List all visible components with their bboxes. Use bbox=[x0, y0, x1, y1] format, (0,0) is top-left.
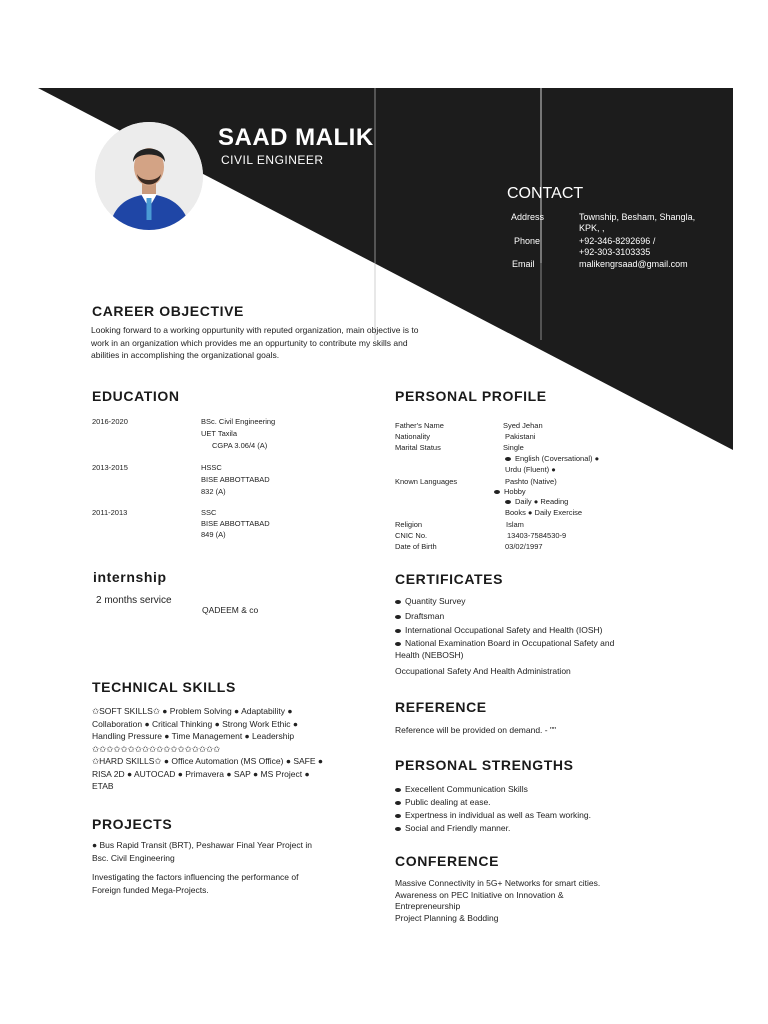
address-line-2: KPK, , bbox=[579, 223, 605, 233]
certificate-text: Quantity Survey bbox=[405, 596, 466, 606]
education-years: 2011-2013 bbox=[92, 508, 128, 517]
profile-photo bbox=[95, 122, 203, 230]
language-item bbox=[505, 453, 599, 464]
certificate-text: Draftsman bbox=[405, 611, 445, 621]
internship-heading: internship bbox=[93, 569, 167, 585]
skills-line: ETAB bbox=[92, 781, 114, 791]
hobby-title-text: Hobby bbox=[504, 487, 526, 496]
nationality-value: Pakistani bbox=[505, 432, 536, 441]
career-line: abilities in accomplishing the organizational goals. bbox=[91, 350, 280, 360]
conference-item: Entrepreneurship bbox=[395, 901, 461, 911]
language-text: English (Coversational) ● bbox=[515, 454, 600, 463]
address-label: Address bbox=[511, 212, 545, 222]
skills-line: ✩HARD SKILLS✩ ● Office Automation (MS Office) ● SAFE ● bbox=[92, 756, 324, 766]
strength-item bbox=[395, 809, 591, 822]
skills-line: Collaboration ● Critical Thinking ● Strong Work Ethic ● bbox=[92, 718, 298, 729]
language-item: Pashto (Native) bbox=[505, 477, 557, 486]
certificate-item bbox=[395, 609, 444, 623]
skills-line: RISA 2D ● AUTOCAD ● Primavera ● SAP ● MS Project ● bbox=[92, 768, 310, 779]
personal-strengths-heading: PERSONAL STRENGTHS bbox=[395, 757, 574, 773]
phone-label: Phone bbox=[514, 236, 541, 246]
hobby-text: Daily ● Reading bbox=[515, 497, 569, 506]
candidate-name: SAAD MALIK bbox=[218, 124, 374, 151]
education-institute: BISE ABBOTTABAD bbox=[201, 475, 270, 484]
nationality-label: Nationality bbox=[395, 432, 431, 441]
projects-heading: PROJECTS bbox=[92, 816, 173, 832]
candidate-title: CIVIL ENGINEER bbox=[221, 153, 324, 167]
cnic-label: CNIC No. bbox=[395, 531, 428, 540]
hobby-item: Books ● Daily Exercise bbox=[505, 508, 583, 517]
conference-item: Massive Connectivity in 5G+ Networks for smart cities. bbox=[395, 878, 601, 888]
phone-line-1: +92-346-8292696 / bbox=[579, 236, 656, 246]
strength-text: Public dealing at ease. bbox=[405, 797, 491, 807]
project-1 bbox=[92, 839, 367, 864]
skills-line: Handling Pressure ● Time Management ● Leadership bbox=[92, 731, 295, 741]
strength-text: Execellent Communication Skills bbox=[405, 784, 528, 794]
certificate-item bbox=[395, 623, 603, 637]
language-item: Urdu (Fluent) ● bbox=[505, 465, 556, 474]
project-line: Bsc. Civil Engineering bbox=[92, 852, 175, 863]
education-degree: BSc. Civil Engineering bbox=[201, 417, 276, 426]
strength-item bbox=[395, 822, 591, 835]
strength-text: Social and Friendly manner. bbox=[405, 823, 511, 833]
career-line: Looking forward to a working oppurtunity with reputed organization, main objective is to bbox=[91, 325, 419, 335]
conference-list bbox=[395, 878, 655, 924]
certificate-item bbox=[395, 637, 655, 661]
certificate-text: Health (NEBOSH) bbox=[395, 650, 464, 660]
certificates-heading: CERTIFICATES bbox=[395, 571, 504, 587]
dob-value: 03/02/1997 bbox=[505, 542, 543, 551]
cnic-value: 13403-7584530-9 bbox=[507, 531, 567, 540]
certificate-text: International Occupational Safety and Health (IOSH) bbox=[405, 625, 603, 635]
father-name-label: Father's Name bbox=[395, 421, 444, 430]
project-line: Investigating the factors influencing the performance of bbox=[92, 872, 299, 882]
email-value: malikengrsaad@gmail.com bbox=[579, 259, 688, 269]
education-grade: 832 (A) bbox=[201, 487, 226, 496]
project-2 bbox=[92, 871, 367, 896]
internship-duration: 2 months service bbox=[96, 595, 172, 606]
religion-label: Religion bbox=[395, 520, 423, 529]
technical-skills-heading: TECHNICAL SKILLS bbox=[92, 679, 236, 695]
career-objective-text bbox=[91, 324, 471, 362]
religion-value: Islam bbox=[506, 520, 524, 529]
address-line-1: Township, Besham, Shangla, bbox=[579, 212, 696, 222]
education-grade: CGPA 3.06/4 (A) bbox=[212, 441, 268, 450]
education-institute: BISE ABBOTTABAD bbox=[201, 519, 270, 528]
phone-line-2: +92-303-3103335 bbox=[579, 247, 651, 257]
project-line: Foreign funded Mega-Projects. bbox=[92, 884, 209, 895]
reference-heading: REFERENCE bbox=[395, 699, 487, 715]
certificate-text: National Examination Board in Occupational Safety and bbox=[405, 638, 615, 648]
dob-label: Date of Birth bbox=[395, 542, 437, 551]
known-languages-label: Known Languages bbox=[395, 477, 458, 486]
reference-text: Reference will be provided on demand. - "" bbox=[395, 725, 557, 735]
education-grade: 849 (A) bbox=[201, 530, 226, 539]
internship-company: QADEEM & co bbox=[202, 605, 259, 615]
conference-item: Project Planning & Bodding bbox=[395, 912, 499, 923]
email-label: Email bbox=[512, 259, 535, 269]
personal-profile-heading: PERSONAL PROFILE bbox=[395, 388, 547, 404]
education-years: 2016-2020 bbox=[92, 417, 128, 426]
education-years: 2013-2015 bbox=[92, 463, 128, 472]
contact-heading: CONTACT bbox=[507, 185, 584, 202]
marital-status-value: Single bbox=[503, 443, 524, 452]
technical-skills-text bbox=[92, 705, 367, 793]
strength-item bbox=[395, 796, 591, 809]
strengths-list bbox=[395, 783, 591, 835]
hobby-item bbox=[505, 496, 568, 507]
skills-line: ✩SOFT SKILLS✩ ● Problem Solving ● Adaptability ● bbox=[92, 706, 293, 716]
education-institute: UET Taxila bbox=[201, 429, 237, 438]
career-line: work in an organization which provides me an oppurtunity to contribute my skills and bbox=[91, 337, 408, 348]
skills-line: ✩✩✩✩✩✩✩✩✩✩✩✩✩✩✩✩✩✩ bbox=[92, 743, 221, 754]
conference-item: Awareness on PEC Initiative on Innovation & bbox=[395, 889, 564, 900]
education-degree: HSSC bbox=[201, 463, 222, 472]
education-heading: EDUCATION bbox=[92, 388, 180, 404]
conference-heading: CONFERENCE bbox=[395, 853, 500, 869]
father-name-value: Syed Jehan bbox=[503, 421, 543, 430]
certificate-item bbox=[395, 594, 465, 608]
strength-text: Expertness in individual as well as Team working. bbox=[405, 810, 591, 820]
career-objective-heading: CAREER OBJECTIVE bbox=[92, 303, 244, 319]
strength-item bbox=[395, 783, 591, 796]
education-degree: SSC bbox=[201, 508, 217, 517]
project-line: ● Bus Rapid Transit (BRT), Peshawar Final Year Project in bbox=[92, 840, 312, 850]
certificate-item: Occupational Safety And Health Administration bbox=[395, 666, 571, 676]
marital-status-label: Marital Status bbox=[395, 443, 441, 452]
